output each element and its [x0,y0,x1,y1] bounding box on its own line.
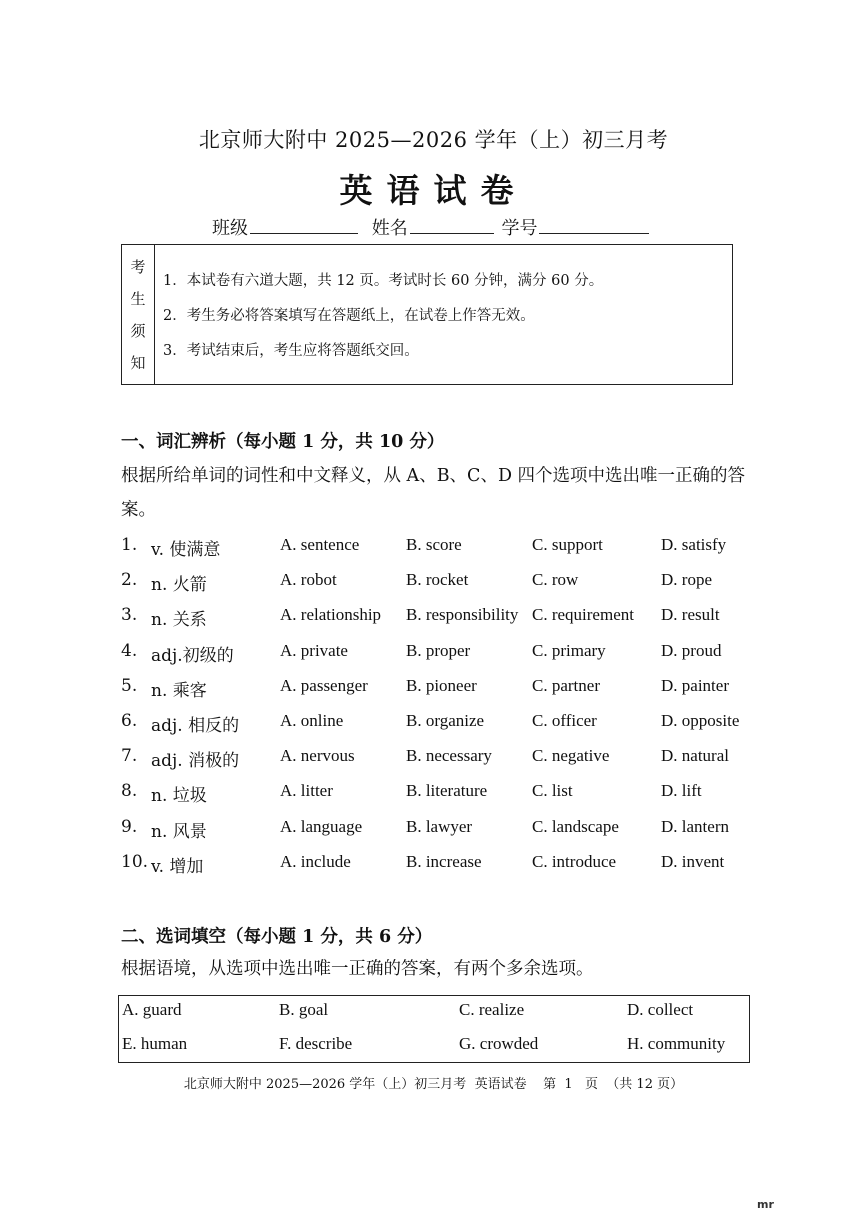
word-option: F. describe [279,1034,353,1053]
question-number: 8. [121,781,138,802]
question-definition: n. 风景 [151,821,207,842]
answer-option: C. primary [532,640,606,660]
page-footer: 北京师大附中 2025—2026 学年（上）初三月考 英语试卷 第 1 页 （共 12 页） [183,1077,684,1092]
question-definition: adj.初级的 [151,645,234,666]
notice-items [163,269,724,374]
name-blank[interactable] [410,217,494,234]
school-title: 北京师大附中 2025—2026 学年（上）初三月考 [198,128,669,152]
answer-option: A. relationship [280,605,382,625]
answer-option: A. online [280,711,344,730]
answer-option: A. litter [280,781,333,801]
question-number: 1. [121,535,138,555]
word-option: C. realize [459,1000,525,1019]
word-option: G. crowded [459,1034,539,1053]
word-option: E. human [122,1034,188,1053]
notice-side-char: 须 [130,321,146,340]
question-definition: v. 增加 [151,856,204,877]
answer-option: A. language [280,816,363,836]
answer-option: D. lift [661,781,702,801]
answer-option: C. requirement [532,605,634,625]
answer-option: C. landscape [532,816,619,836]
answer-option: B. organize [406,711,485,730]
answer-option: C. introduce [532,851,617,871]
question-number: 3. [121,605,138,626]
student-info-line [212,214,651,240]
answer-option: C. support [532,535,603,554]
question-definition: adj. 相反的 [151,716,240,736]
answer-option: A. include [280,851,351,871]
answer-option: B. responsibility [406,605,519,625]
word-option: H. community [627,1034,726,1053]
question-definition: n. 火箭 [151,575,207,596]
answer-option: B. pioneer [406,675,477,695]
name-label: 姓名 [371,218,408,239]
notice-item: 2．考生务必将答案填写在答题纸上，在试卷上作答无效。 [163,308,535,324]
question-number: 7. [121,746,138,767]
answer-option: A. nervous [280,746,355,766]
word-option: A. guard [122,1000,182,1019]
word-bank-box [118,995,750,1063]
word-option: B. goal [279,1000,329,1019]
answer-option: B. literature [406,781,488,801]
class-blank[interactable] [250,217,358,234]
exam-notice-box [121,244,733,385]
corner-mark: mr [757,1198,774,1211]
question-definition: adj. 消极的 [151,751,240,772]
question-number: 2. [121,570,138,591]
answer-option: B. proper [406,640,471,660]
answer-option: D. rope [661,570,712,590]
section2-instruction: 根据语境，从选项中选出唯一正确的答案，有两个多余选项。 [121,959,594,979]
notice-side-char: 考 [130,258,146,277]
notice-side-char: 生 [130,290,146,309]
question-number: 9. [121,816,138,837]
question-number: 4. [121,640,138,661]
answer-option: A. private [280,640,348,660]
answer-option: B. lawyer [406,816,473,836]
question-definition: n. 垃圾 [151,786,207,807]
exam-title: 英语试卷 [339,171,528,210]
answer-option: A. sentence [280,535,360,554]
answer-option: C. officer [532,711,597,730]
answer-option: D. opposite [661,711,740,730]
answer-option: B. rocket [406,570,469,590]
notice-side-label [122,245,155,384]
answer-option: C. partner [532,675,600,695]
answer-option: C. list [532,781,573,801]
answer-option: D. satisfy [661,535,727,554]
id-blank[interactable] [539,217,649,234]
section2-heading: 二、选词填空（每小题 1 分，共 6 分） [121,927,433,947]
answer-option: A. robot [280,570,337,590]
notice-side-char: 知 [130,353,146,372]
class-label: 班级 [212,218,248,239]
answer-option: C. row [532,570,579,590]
section1-heading: 一、词汇辨析（每小题 1 分，共 10 分） [121,432,445,452]
answer-option: B. necessary [406,746,492,766]
question-number: 5. [121,675,138,696]
notice-item: 3．考试结束后，考生应将答题纸交回。 [163,343,419,359]
notice-item: 1．本试卷有六道大题，共 12 页。考试时长 60 分钟，满分 60 分。 [163,273,604,289]
answer-option: D. result [661,605,720,625]
question-number: 10. [121,851,149,872]
answer-option: B. score [406,535,462,554]
answer-option: D. painter [661,675,729,695]
answer-option: D. invent [661,851,725,871]
answer-option: D. proud [661,640,722,660]
question-number: 6. [121,711,138,731]
answer-option: D. natural [661,746,729,766]
answer-option: D. lantern [661,816,729,836]
answer-option: C. negative [532,746,610,766]
word-option: D. collect [627,1000,694,1019]
answer-option: B. increase [406,851,482,871]
section1-instruction: 根据所给单词的词性和中文释义，从 A、B、C、D 四个选项中选出唯一正确的答案。 [121,466,746,520]
question-definition: v. 使满意 [151,540,221,560]
question-definition: n. 乘客 [151,680,207,701]
answer-option: A. passenger [280,675,368,695]
id-label: 学号 [501,218,538,239]
question-definition: n. 关系 [151,610,207,631]
